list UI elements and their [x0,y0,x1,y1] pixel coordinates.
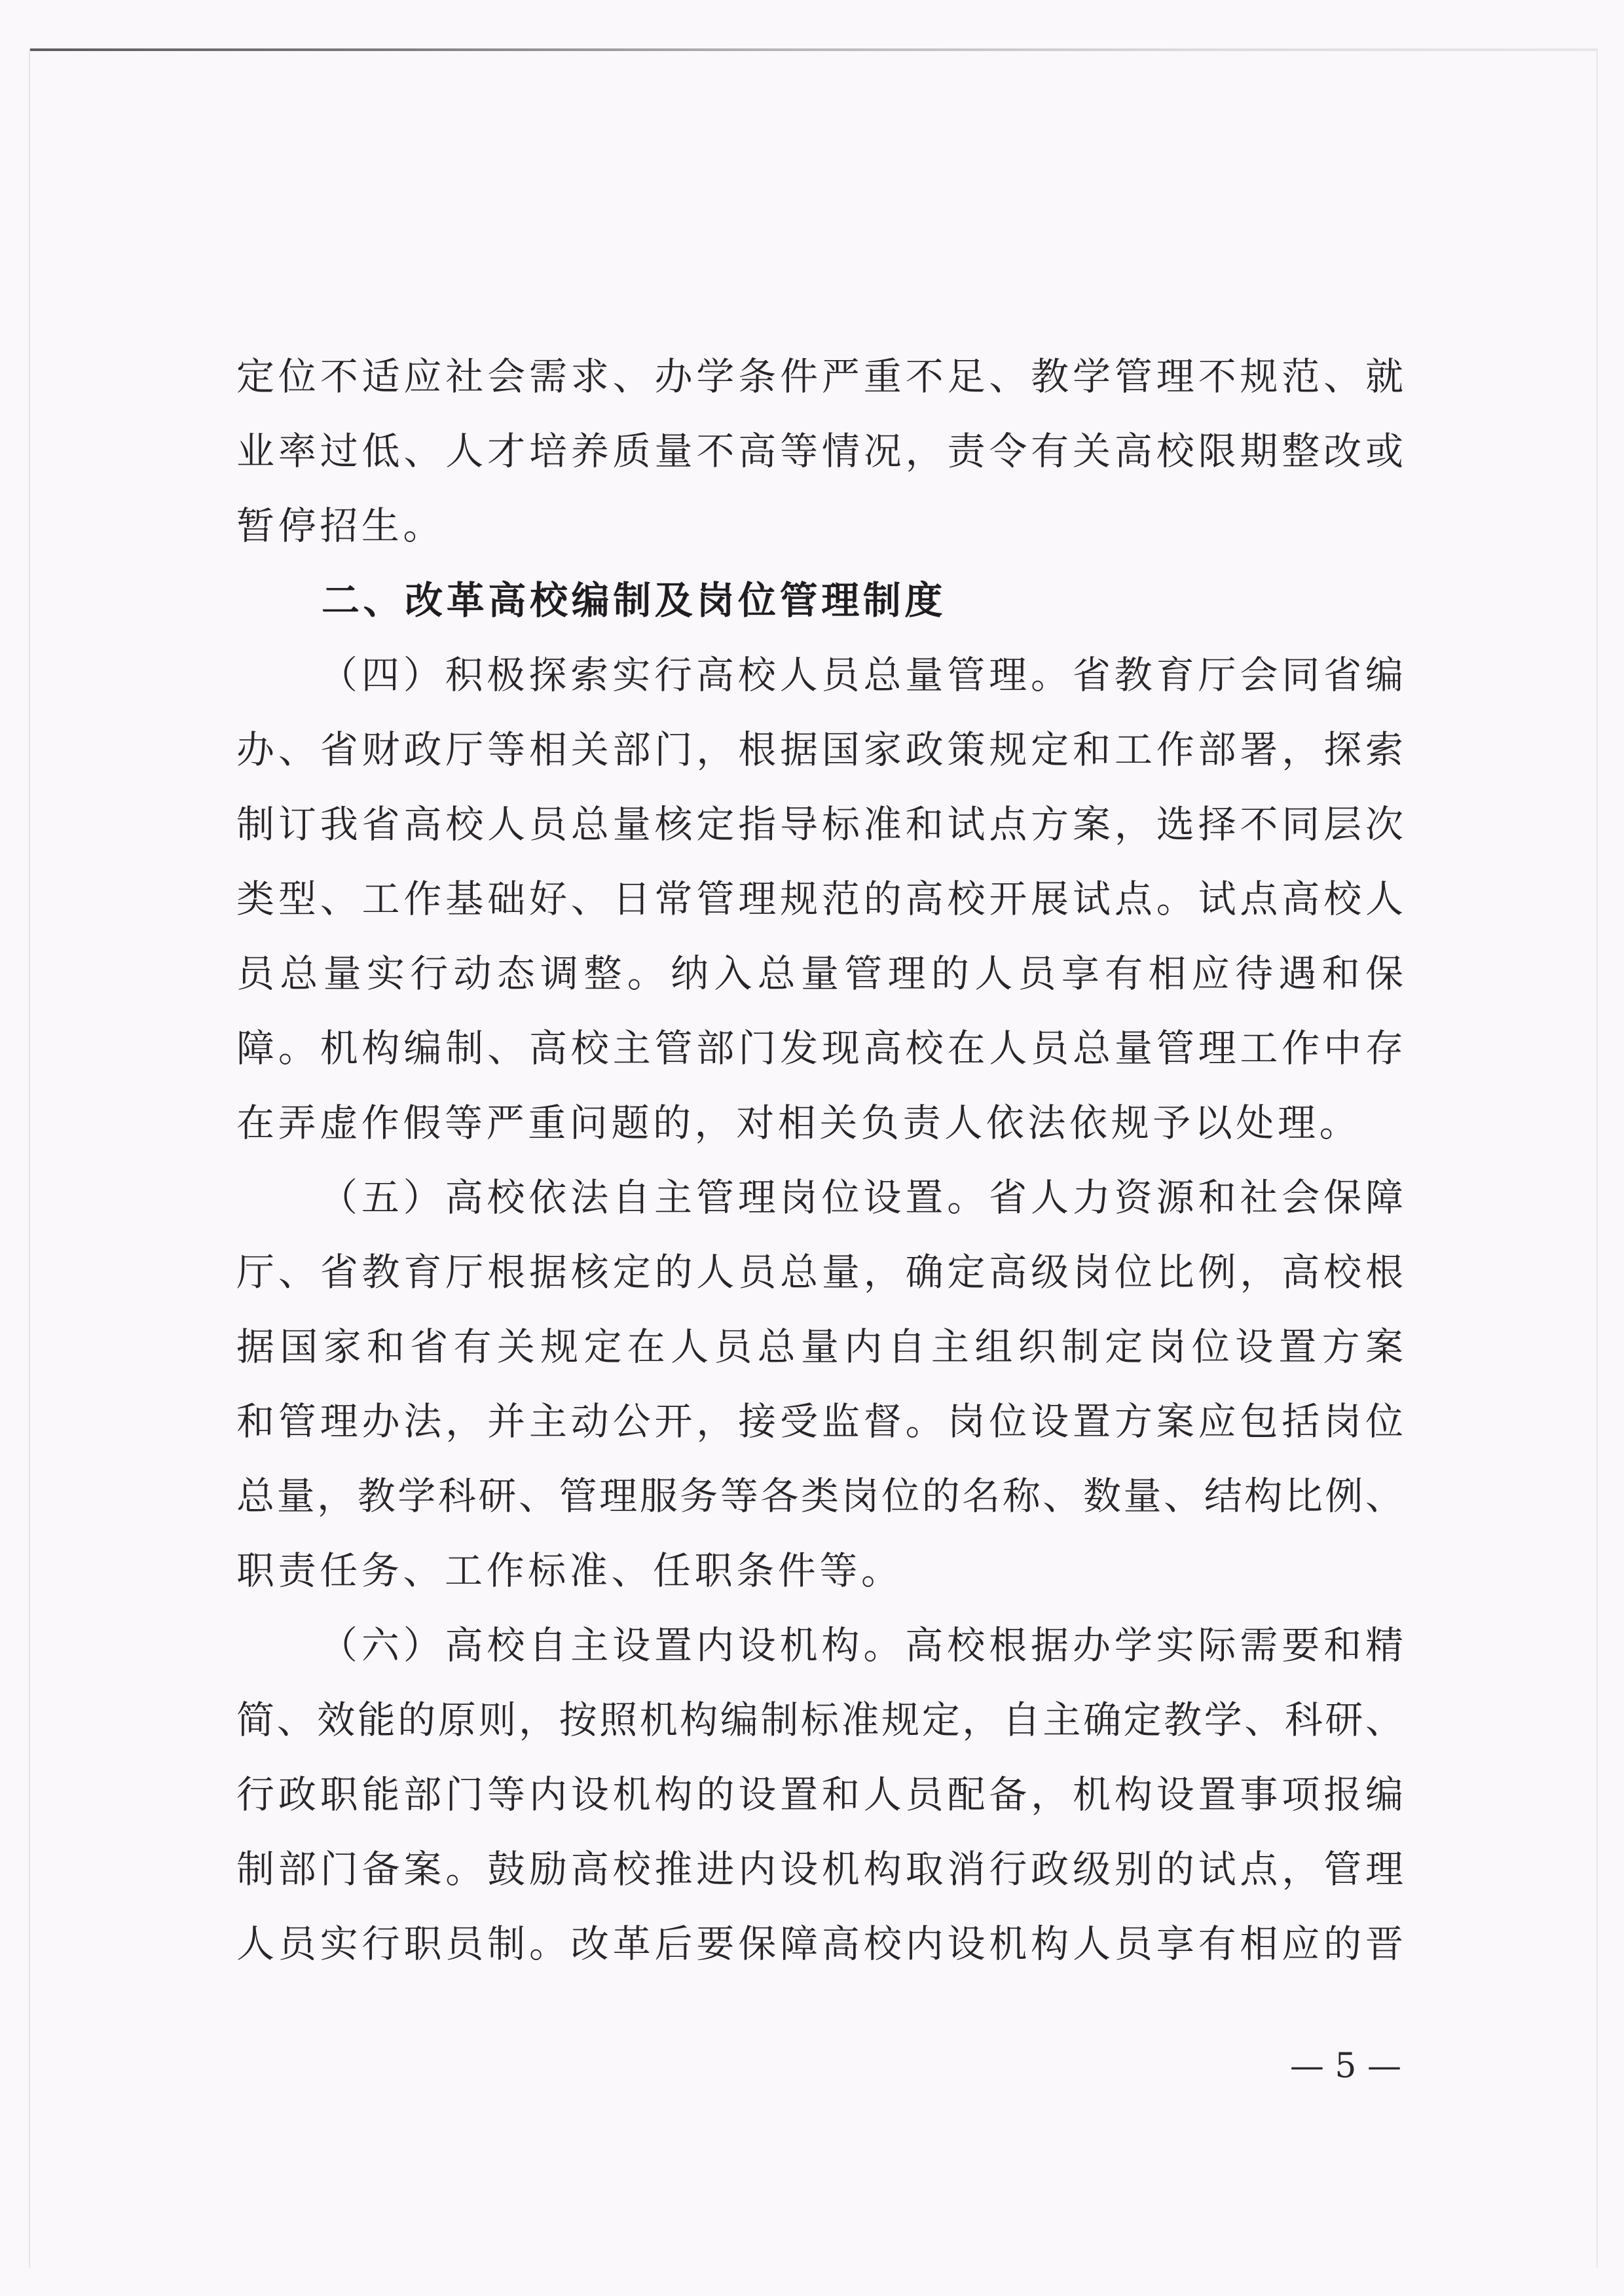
body-text-line: 据国家和省有关规定在人员总量内自主组织制定岗位设置方案 [236,1324,1403,1369]
body-text-line: 厅、省教育厅根据核定的人员总量，确定高级岗位比例，高校根 [236,1250,1403,1294]
body-text [236,339,1403,1981]
body-text-line: 办、省财政厅等相关部门，根据国家政策规定和工作部署，探索 [236,727,1403,772]
section-heading: 二、改革高校编制及岗位管理制度 [322,578,947,623]
body-text-line: 暂停招生。 [236,503,445,548]
body-text-line: 制订我省高校人员总量核定指导标准和试点方案，选择不同层次 [236,802,1403,847]
scan-frame-top-edge [30,48,1596,51]
body-text-line: 定位不适应社会需求、办学条件严重不足、教学管理不规范、就 [236,354,1403,399]
body-text-line: 在弄虚作假等严重问题的，对相关负责人依法依规予以处理。 [236,1101,1361,1145]
body-text-line: 类型、工作基础好、日常管理规范的高校开展试点。试点高校人 [236,877,1403,921]
body-text-line: 总量，教学科研、管理服务等各类岗位的名称、数量、结构比例、 [236,1474,1403,1518]
body-text-line: （六）高校自主设置内设机构。高校根据办学实际需要和精 [320,1623,1403,1667]
body-text-line: （四）积极探索实行高校人员总量管理。省教育厅会同省编 [320,653,1403,697]
body-text-line: 和管理办法，并主动公开，接受监督。岗位设置方案应包括岗位 [236,1399,1403,1444]
scan-frame-left-edge [29,48,30,2268]
scan-frame-right-edge [1596,48,1598,2268]
body-text-line: （五）高校依法自主管理岗位设置。省人力资源和社会保障 [320,1175,1403,1220]
body-text-line: 业率过低、人才培养质量不高等情况，责令有关高校限期整改或 [236,429,1403,473]
body-text-line: 制部门备案。鼓励高校推进内设机构取消行政级别的试点，管理 [236,1847,1403,1891]
body-text-line: 简、效能的原则，按照机构编制标准规定，自主确定教学、科研、 [236,1698,1403,1742]
body-text-line: 员总量实行动态调整。纳入总量管理的人员享有相应待遇和保 [236,951,1403,996]
body-text-line: 人员实行职员制。改革后要保障高校内设机构人员享有相应的晋 [236,1922,1403,1966]
body-text-line: 障。机构编制、高校主管部门发现高校在人员总量管理工作中存 [236,1026,1403,1070]
body-text-line: 职责任务、工作标准、任职条件等。 [236,1548,903,1593]
body-text-line: 行政职能部门等内设机构的设置和人员配备，机构设置事项报编 [236,1772,1403,1817]
page-number: — 5 — [1289,2047,1401,2086]
